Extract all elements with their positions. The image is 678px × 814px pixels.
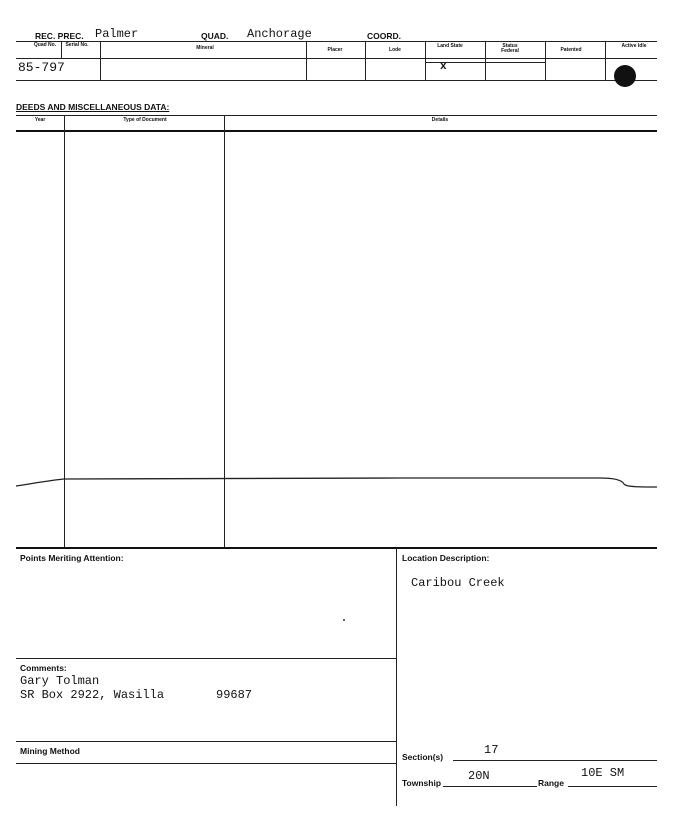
rec-prec-value[interactable]: Palmer xyxy=(95,27,139,41)
section-underline xyxy=(453,760,657,761)
vdiv-status xyxy=(485,41,486,80)
col-quad-no: Quad No. xyxy=(33,42,57,48)
col-land-state: Land State xyxy=(437,43,463,49)
quad-no-value[interactable]: 85-797 xyxy=(18,60,65,75)
mining-bottom-rule xyxy=(16,763,396,764)
township-underline xyxy=(443,786,537,787)
points-label: Points Meriting Attention: xyxy=(20,553,124,563)
vdiv-land xyxy=(425,41,426,80)
mining-top-rule xyxy=(16,741,396,742)
vdiv-patented xyxy=(545,41,546,80)
col-patented: Patented xyxy=(560,47,582,53)
col-status-federal: Status Federal xyxy=(501,43,519,54)
deeds-top-rule xyxy=(16,115,657,116)
col-serial-no: Serial No. xyxy=(65,42,89,48)
comments-label: Comments: xyxy=(20,663,67,673)
col-lode: Lode xyxy=(389,47,401,53)
comments-line2[interactable]: SR Box 2922, Wasilla xyxy=(20,688,165,702)
data-row-bottom-rule xyxy=(16,80,657,81)
township-value[interactable]: 20N xyxy=(468,769,490,783)
location-value[interactable]: Caribou Creek xyxy=(411,576,505,590)
coord-label: COORD. xyxy=(367,31,401,41)
active-filled-circle xyxy=(614,65,636,87)
col-placer: Placer xyxy=(327,47,343,53)
vdiv-active xyxy=(605,41,606,80)
col-active-idle: Active Idle xyxy=(621,43,647,49)
range-label: Range xyxy=(538,778,564,788)
vdiv-serial xyxy=(61,41,62,58)
quad-value[interactable]: Anchorage xyxy=(247,27,312,41)
range-value[interactable]: 10E SM xyxy=(581,766,625,780)
mining-method-label: Mining Method xyxy=(20,746,80,756)
land-state-mark[interactable]: x xyxy=(440,61,447,73)
stray-dot xyxy=(343,619,345,621)
comments-top-rule xyxy=(16,658,396,659)
township-label: Township xyxy=(402,778,442,788)
header-top-rule xyxy=(16,41,657,42)
range-underline xyxy=(568,786,657,787)
deeds-col-details: Details xyxy=(431,117,449,123)
column-header-rule xyxy=(16,58,657,59)
col-mineral: Mineral xyxy=(196,45,214,51)
lower-center-divider xyxy=(396,548,397,806)
vdiv-mineral xyxy=(100,41,101,80)
location-label: Location Description: xyxy=(402,553,490,563)
vdiv-placer xyxy=(306,41,307,80)
comments-zip[interactable]: 99687 xyxy=(216,688,253,702)
deeds-header-rule xyxy=(16,130,657,132)
comments-line1[interactable]: Gary Tolman xyxy=(20,674,100,688)
quad-label: QUAD. xyxy=(201,31,229,41)
deeds-col-type: Type of Document xyxy=(123,117,167,123)
vdiv-lode xyxy=(365,41,366,80)
rec-prec-label: REC. PREC. xyxy=(35,31,84,41)
deeds-title: DEEDS AND MISCELLANEOUS DATA: xyxy=(16,102,170,112)
fold-line xyxy=(0,472,678,492)
deeds-bottom-rule xyxy=(16,547,657,549)
section-label: Section(s) xyxy=(402,752,444,762)
section-value[interactable]: 17 xyxy=(484,743,499,757)
deeds-col-year: Year xyxy=(34,117,46,123)
